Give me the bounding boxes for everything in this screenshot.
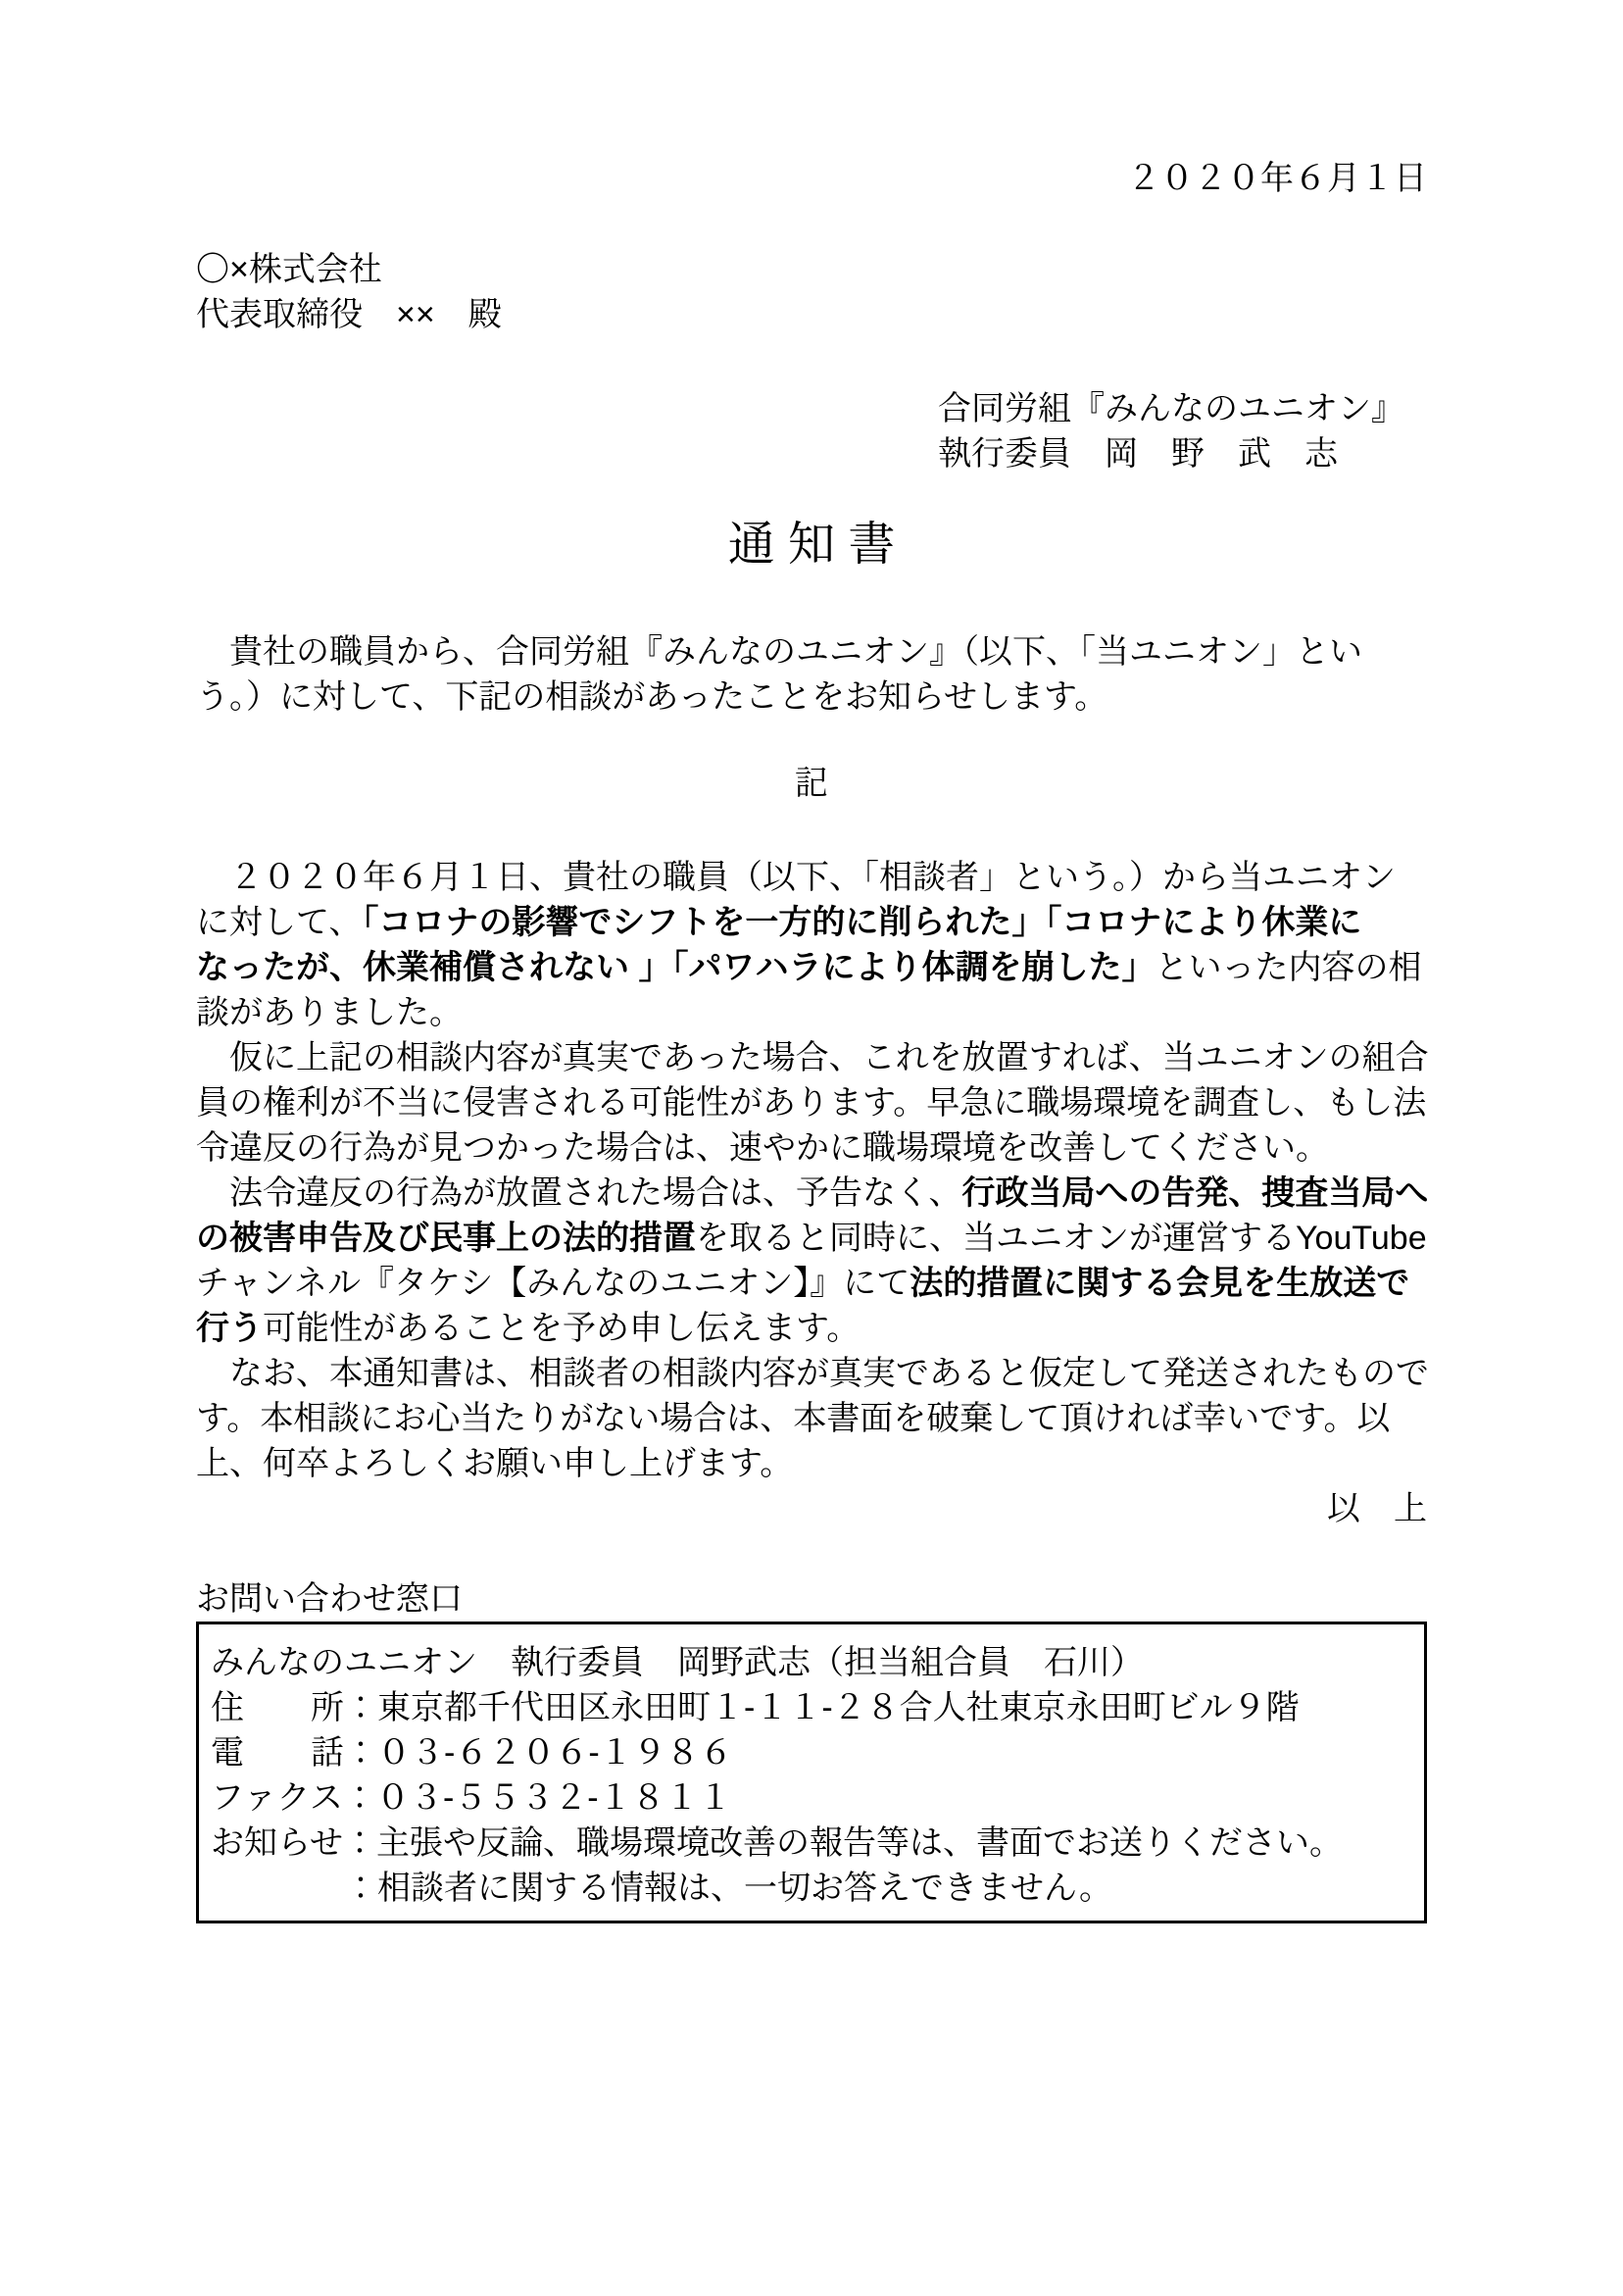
text-line: う。）に対して、下記の相談があったことをお知らせします。 xyxy=(196,678,1108,716)
text-line: の被害申告及び民事上の法的措置を取ると同時に、当ユニオンが運営するYouTube xyxy=(196,1220,1427,1257)
text-line: 住 所：東京都千代田区永田町１-１１-２８合人社東京永田町ビル９階 xyxy=(211,1689,1300,1726)
text-line: みんなのユニオン 執行委員 岡野武志（担当組合員 石川） xyxy=(211,1644,1144,1681)
text-line: チャンネル『タケシ【みんなのユニオン】』にて法的措置に関する会見を生放送で xyxy=(196,1265,1410,1302)
text-line: ：相談者に関する情報は、一切お答えできません。 xyxy=(211,1870,1113,1907)
recipient-addressee: 代表取締役 ×× 殿 xyxy=(196,296,502,333)
text-line: 法令違反の行為が放置された場合は、予告なく、行政当局への告発、捜査当局へ xyxy=(196,1174,1429,1212)
contact-box xyxy=(196,1622,1427,1923)
text-line: ファクス：０３-５５３２-１８１１ xyxy=(211,1779,732,1817)
text-line: 員の権利が不当に侵害される可能性があります。早急に職場環境を調査し、もし法 xyxy=(196,1084,1427,1122)
recipient-company: 〇×株式会社 xyxy=(196,251,382,288)
recipient-block xyxy=(196,247,1427,337)
sender-block xyxy=(938,386,1427,476)
contact-heading: お問い合わせ窓口 xyxy=(196,1580,463,1618)
body-paragraphs xyxy=(196,855,1427,1486)
text-line: 上、何卒よろしくお願い申し上げます。 xyxy=(196,1445,794,1482)
record-marker: 記 xyxy=(795,765,828,802)
text-line: 電 話：０３-６２０６-１９８６ xyxy=(211,1734,733,1772)
text-line: なお、本通知書は、相談者の相談内容が真実であると仮定して発送されたもので xyxy=(196,1355,1429,1392)
document-title: 通 知 書 xyxy=(727,519,896,571)
intro-paragraph xyxy=(196,629,1427,720)
text-line: 仮に上記の相談内容が真実であった場合、これを放置すれば、当ユニオンの組合 xyxy=(196,1039,1429,1076)
sender-organization: 合同労組『みんなのユニオン』 xyxy=(938,390,1404,427)
sender-officer: 執行委員 岡 野 武 志 xyxy=(938,435,1338,473)
text-line: す。本相談にお心当たりがない場合は、本書面を破棄して頂ければ幸いです。以 xyxy=(196,1400,1391,1437)
text-line: に対して、「コロナの影響でシフトを一方的に削られた」「コロナにより休業に xyxy=(196,904,1362,941)
document-date: ２０２０年６月１日 xyxy=(1127,160,1427,197)
text-line: ２０２０年６月１日、貴社の職員（以下、「相談者」という。）から当ユニオン xyxy=(196,859,1396,896)
closing-mark: 以 上 xyxy=(1327,1490,1427,1527)
text-line: 貴社の職員から、合同労組『みんなのユニオン』（以下、「当ユニオン」とい xyxy=(196,633,1362,671)
text-line: お知らせ：主張や反論、職場環境改善の報告等は、書面でお送りください。 xyxy=(211,1824,1343,1862)
text-line: 行う可能性があることを予め申し伝えます。 xyxy=(196,1310,861,1347)
text-line: 令違反の行為が見つかった場合は、速やかに職場環境を改善してください。 xyxy=(196,1129,1329,1167)
text-line: 談がありました。 xyxy=(196,994,463,1031)
text-line: なったが、休業補償されない 」「パワハラにより体調を崩した」といった内容の相 xyxy=(196,949,1422,986)
